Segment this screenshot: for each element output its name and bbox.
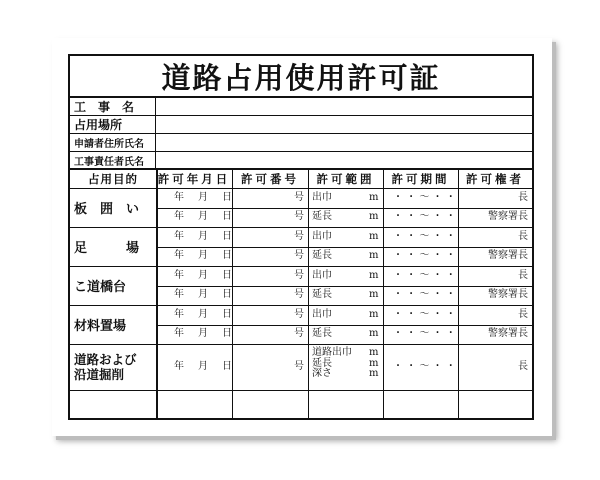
authority-mark: 警察署長	[488, 250, 528, 262]
permit-signboard	[52, 38, 552, 436]
range-mark: 延長	[312, 328, 332, 340]
excavation-range-2: 深さ	[312, 368, 332, 379]
range-unit: m	[369, 308, 379, 320]
number-mark: 号	[294, 361, 304, 372]
period-mark: ・ ・ ～ ・ ・	[393, 361, 456, 372]
info-row-applicant	[70, 134, 532, 152]
sub-row-divider	[156, 286, 532, 287]
authority-mark: 警察署長	[488, 289, 528, 301]
header-5: 許可権者	[466, 172, 524, 186]
range-mark: 出巾	[312, 230, 332, 242]
category-label-line-1: 道路および	[74, 352, 137, 367]
range-unit: m	[369, 269, 379, 281]
category-4	[74, 344, 152, 390]
date-mark: 年 月 日	[174, 308, 234, 320]
info-label-applicant: 申請者住所氏名	[70, 134, 156, 151]
range-mark: 出巾	[312, 269, 332, 281]
header-4: 許可期間	[391, 172, 450, 186]
info-row-occupancy-location	[70, 116, 532, 134]
sub-row-divider	[156, 208, 532, 209]
authority-mark: 長	[518, 308, 528, 320]
date-mark: 年 月 日	[174, 269, 234, 281]
category-1: 足 場	[74, 241, 140, 256]
range-unit: m	[369, 191, 379, 203]
authority-mark: 長	[518, 361, 528, 372]
period-mark: ・ ・ ～ ・ ・	[393, 328, 456, 340]
info-label-construction-name: 工 事 名	[70, 98, 156, 115]
permit-title: 道路占用使用許可証	[70, 56, 532, 98]
info-row-construction-name	[70, 98, 532, 116]
period-mark: ・ ・ ～ ・ ・	[393, 211, 456, 223]
range-mark: 延長	[312, 250, 332, 262]
group-divider	[70, 390, 532, 391]
authority-mark: 長	[518, 191, 528, 203]
range-unit: m	[369, 368, 379, 379]
number-mark: 号	[294, 269, 304, 281]
authority-mark: 警察署長	[488, 328, 528, 340]
number-mark: 号	[294, 308, 304, 320]
authority-mark: 警察署長	[488, 211, 528, 223]
permit-frame	[68, 54, 534, 420]
range-unit: m	[369, 357, 379, 369]
usage-table	[70, 170, 532, 418]
date-mark: 年 月 日	[174, 230, 234, 242]
period-mark: ・ ・ ～ ・ ・	[393, 269, 456, 281]
period-mark: ・ ・ ～ ・ ・	[393, 308, 456, 320]
authority-mark: 長	[518, 269, 528, 281]
range-unit: m	[369, 250, 379, 262]
range-unit: m	[369, 211, 379, 223]
category-2: こ道橋台	[74, 280, 127, 295]
header-1: 許可年月日	[157, 172, 231, 186]
category-3: 材料置場	[74, 319, 127, 334]
info-label-supervisor: 工事責任者氏名	[70, 152, 156, 168]
date-mark: 年 月 日	[174, 191, 234, 203]
number-mark: 号	[294, 250, 304, 262]
authority-mark: 長	[518, 230, 528, 242]
range-unit: m	[369, 230, 379, 242]
category-0: 板 囲 い	[74, 202, 140, 217]
range-mark: 出巾	[312, 308, 332, 320]
number-mark: 号	[294, 230, 304, 242]
date-mark: 年 月 日	[174, 211, 234, 223]
period-mark: ・ ・ ～ ・ ・	[393, 289, 456, 301]
sub-row-divider	[156, 325, 532, 326]
date-mark: 年 月 日	[174, 250, 234, 262]
period-mark: ・ ・ ～ ・ ・	[393, 230, 456, 242]
date-mark: 年 月 日	[174, 289, 234, 301]
sub-row-divider	[156, 247, 532, 248]
excavation-range-0: 道路出巾	[312, 347, 352, 358]
date-mark: 年 月 日	[174, 361, 234, 372]
header-2: 許可番号	[241, 172, 299, 186]
range-unit: m	[369, 347, 379, 358]
info-label-occupancy-location: 占用場所	[70, 116, 156, 133]
range-mark: 出巾	[312, 191, 332, 203]
number-mark: 号	[294, 191, 304, 203]
category-label-line-2: 沿道掘削	[74, 367, 125, 382]
info-row-supervisor	[70, 152, 532, 170]
header-3: 許可範囲	[316, 172, 375, 186]
number-mark: 号	[294, 328, 304, 340]
period-mark: ・ ・ ～ ・ ・	[393, 191, 456, 203]
range-unit: m	[369, 328, 379, 340]
date-mark: 年 月 日	[174, 328, 234, 340]
range-unit: m	[369, 289, 379, 301]
header-0: 占用目的	[88, 172, 138, 186]
number-mark: 号	[294, 289, 304, 301]
period-mark: ・ ・ ～ ・ ・	[393, 250, 456, 262]
range-mark: 延長	[312, 211, 332, 223]
number-mark: 号	[294, 211, 304, 223]
range-mark: 延長	[312, 289, 332, 301]
excavation-range-1: 延長	[312, 357, 332, 369]
